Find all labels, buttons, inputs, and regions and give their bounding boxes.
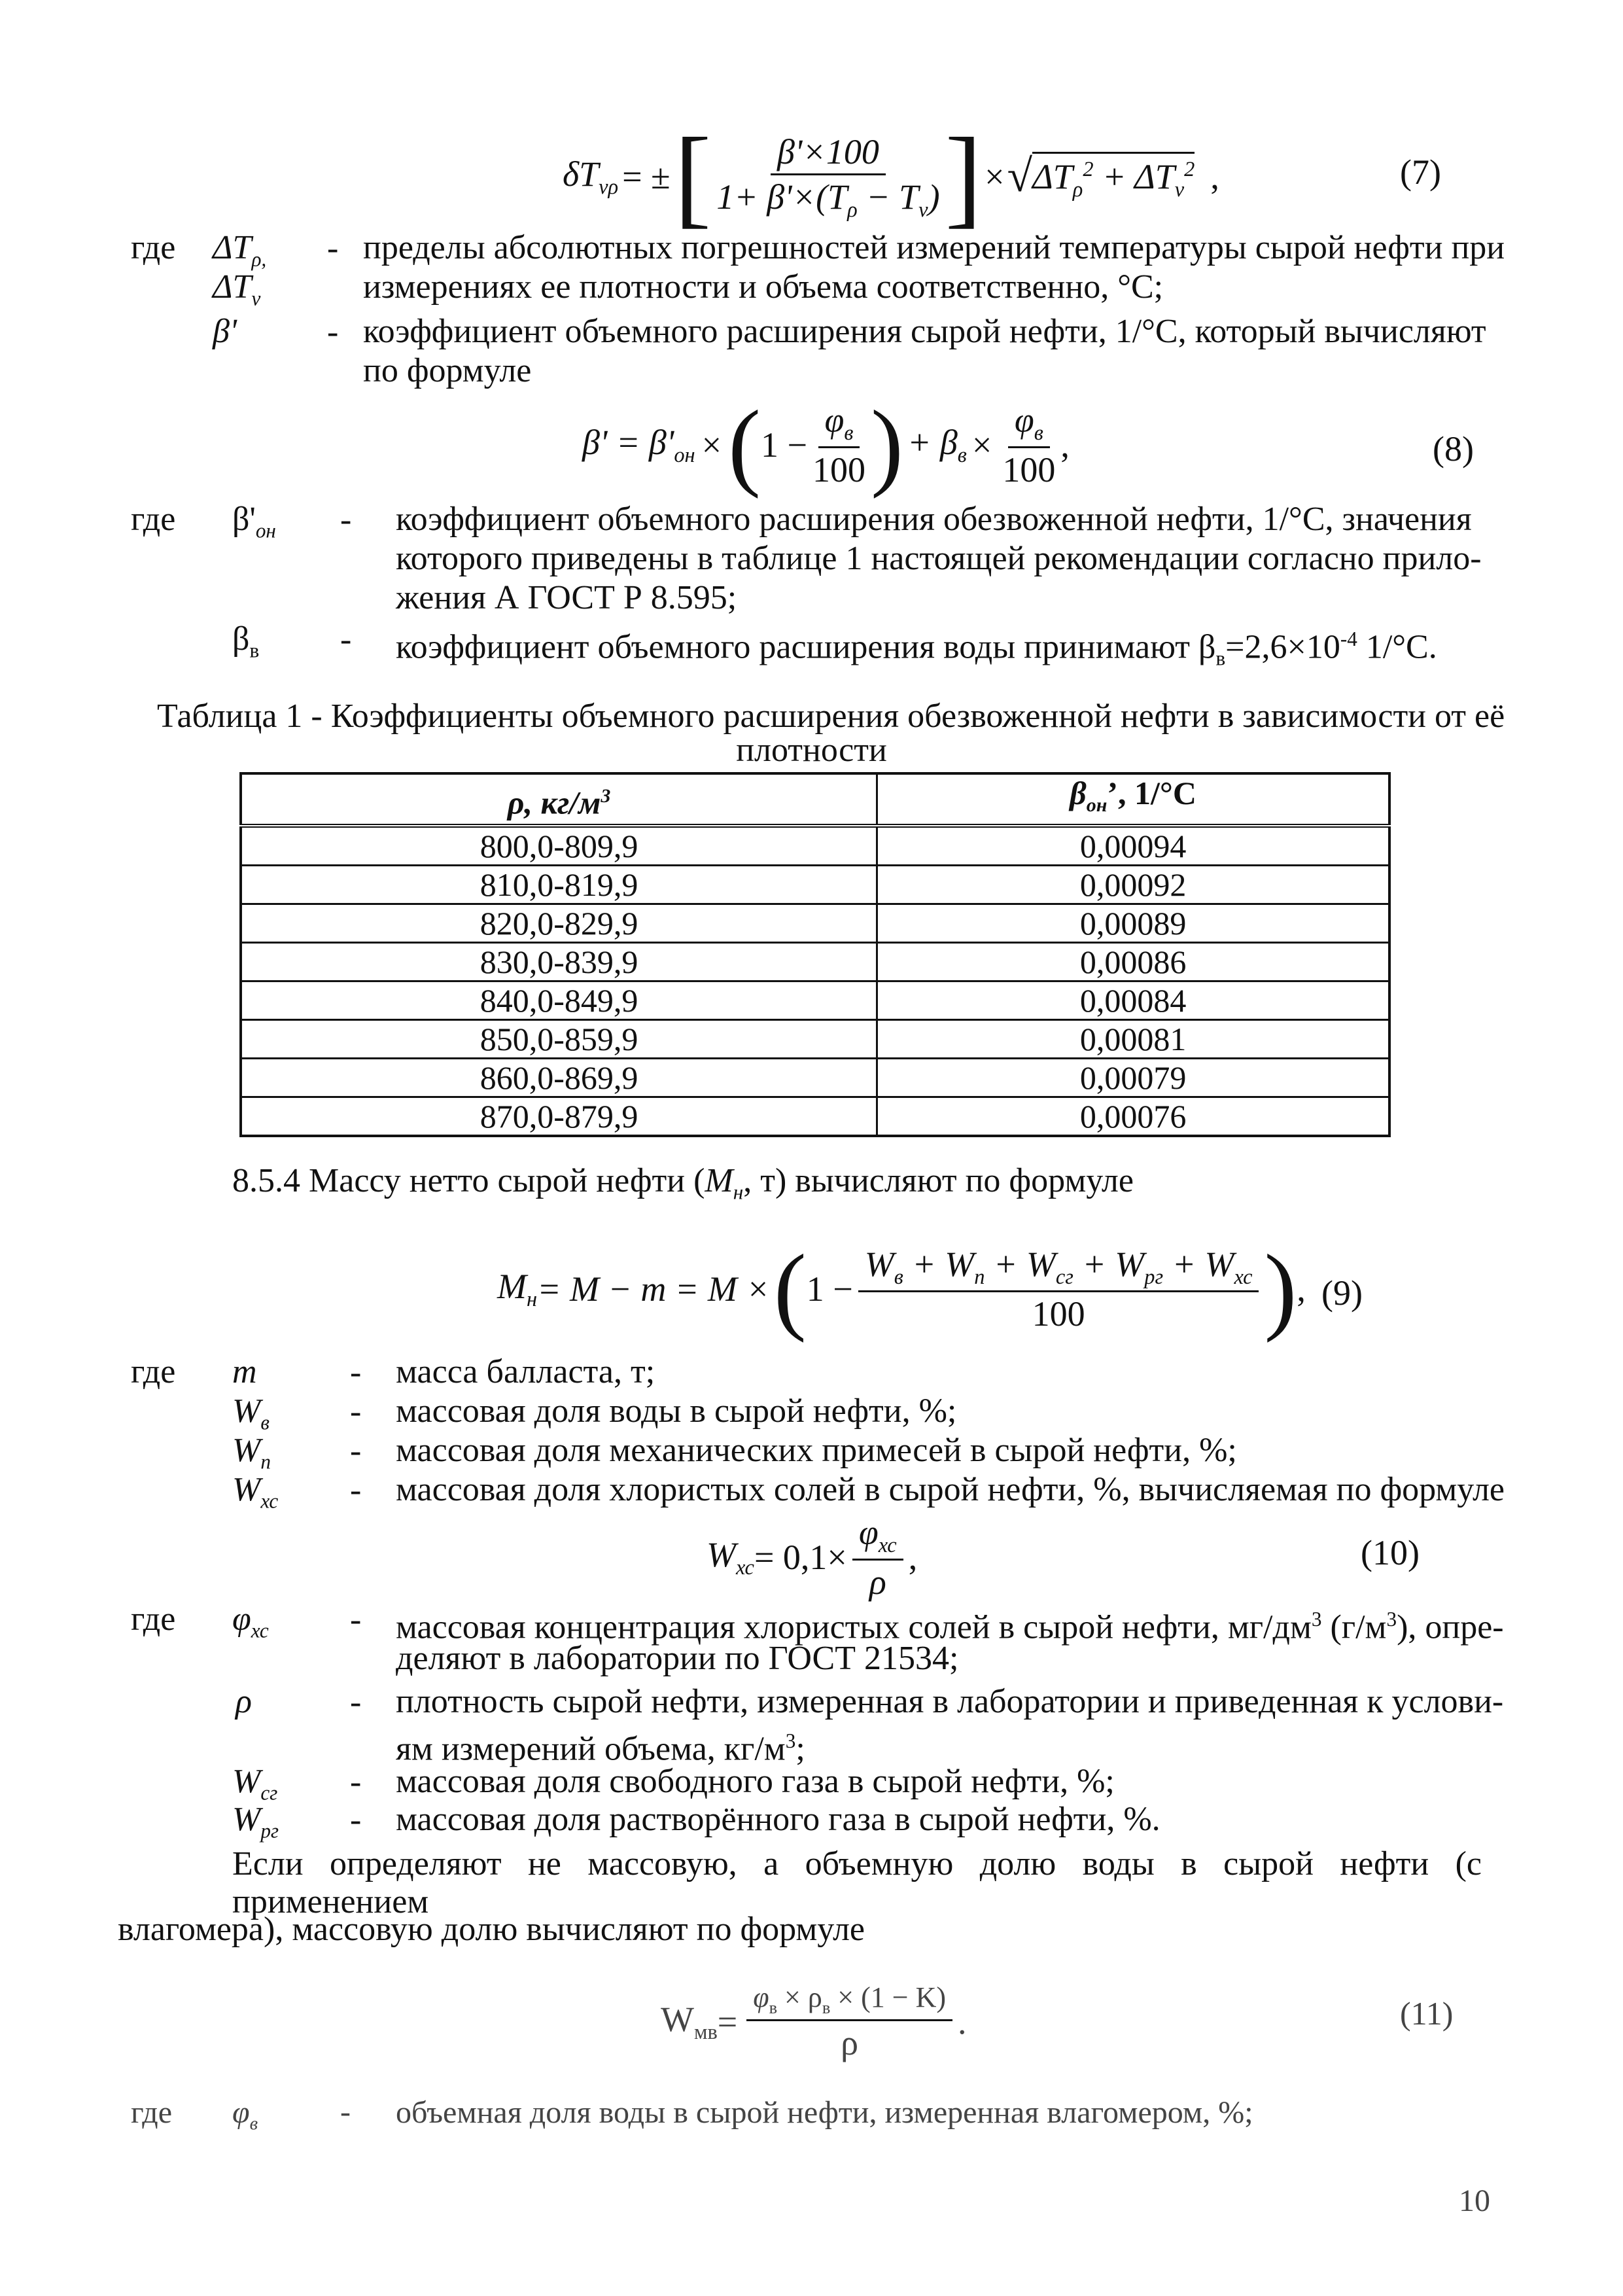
table-row bbox=[241, 1020, 1389, 1059]
table-row bbox=[241, 826, 1389, 866]
definition-text: массовая доля воды в сырой нефти, %; bbox=[396, 1392, 957, 1430]
beta-cell: 0,00094 bbox=[877, 826, 1389, 866]
definition-text: массовая доля свободного газа в сырой нефти, %; bbox=[396, 1763, 1115, 1800]
where-label: где bbox=[131, 1353, 176, 1390]
definition-text: массовая доля растворённого газа в сырой нефти, %. bbox=[396, 1801, 1161, 1838]
beta-cell: 0,00089 bbox=[877, 904, 1389, 943]
density-cell: 870,0-879,9 bbox=[241, 1097, 877, 1137]
formula-11: $W_{мв}$ = $\frac{\varphi_в \times \rho_в \times (1 - K)}{\rho}$ . bbox=[661, 1981, 967, 2062]
definition-text: объемная доля воды в сырой нефти, измеренная влагомером, %; bbox=[396, 2095, 1253, 2130]
table-header-row bbox=[241, 773, 1389, 826]
fraction: $\frac{W_в + W_п + W_{сг} + W_{рг} + W_{хс}}{100}$ bbox=[858, 1244, 1259, 1335]
right-bracket: ] bbox=[945, 115, 983, 238]
where-label: где bbox=[131, 229, 176, 266]
definition-text: коэффициент объемного расширения воды принимают $\beta_в=2,6\times 10^{-4}$ 1/°C. bbox=[396, 627, 1437, 670]
symbol-delta-t-rho: $\Delta T_{\rho,}$ bbox=[213, 229, 267, 271]
beta-cell: 0,00076 bbox=[877, 1097, 1389, 1137]
formula-7-lhs: $\delta T_{v\rho}$ bbox=[563, 154, 619, 199]
definition-text: жения А ГОСТ Р 8.595; bbox=[396, 579, 737, 616]
dash: - bbox=[350, 1354, 362, 1391]
fraction: $\frac{\varphi_в \times \rho_в \times (1 - K)}{\rho}$ bbox=[746, 1981, 952, 2063]
formula-10: $W_{хс}$ = 0,1× $\frac{\varphi_{хс}}{\rho}$ , bbox=[707, 1512, 918, 1602]
density-cell: 860,0-869,9 bbox=[241, 1059, 877, 1097]
density-cell: 800,0-809,9 bbox=[241, 826, 877, 866]
definition-text: массовая концентрация хлористых солей в сырой нефти, $мг/дм^3$ $(г/м^3)$, опре- bbox=[396, 1608, 1504, 1646]
section-heading: 8.5.4 Массу нетто сырой нефти ($M_н$, т) вычисляют по формуле bbox=[232, 1162, 1134, 1204]
symbol-beta-prime: β' bbox=[213, 313, 237, 350]
table-row bbox=[241, 943, 1389, 981]
symbol-delta-t-v: $\Delta T_v$ bbox=[213, 268, 261, 310]
symbol-rho: ρ bbox=[236, 1683, 252, 1720]
definition-text: коэффициент объемного расширения обезвоженной нефти, 1/°C, значения bbox=[396, 501, 1472, 538]
coefficient-table bbox=[239, 772, 1391, 1137]
where-label: где bbox=[131, 501, 176, 538]
definition-text: которого приведены в таблице 1 настоящей рекомендации согласно прило- bbox=[396, 540, 1482, 577]
definition-text: коэффициент объемного расширения сырой нефти, 1/°C, который вычисляют bbox=[363, 313, 1486, 350]
dash: - bbox=[350, 1684, 362, 1721]
column-header-density: ρ, $кг/м^3$ bbox=[241, 773, 877, 826]
table-row bbox=[241, 904, 1389, 943]
definition-text: пределы абсолютных погрешностей измерений температуры сырой нефти при bbox=[363, 229, 1505, 266]
table-row bbox=[241, 1059, 1389, 1097]
formula-7: $\delta T_{v\rho}$ = ± [ $\frac{\beta'\times 100}{1+ \beta'\times(T_\rho - T_v)}$ ] × √ $\Delta T_\rho^2 + \Delta T_v^2$ , bbox=[563, 115, 1219, 238]
symbol-w-v: $W_в$ bbox=[232, 1392, 270, 1434]
fraction: $\frac{\varphi_{хс}}{\rho}$ bbox=[852, 1512, 903, 1603]
definition-text: масса балласта, т; bbox=[396, 1353, 655, 1390]
symbol-w-xs: $W_{хс}$ bbox=[232, 1471, 279, 1513]
definition-text: массовая доля хлористых солей в сырой нефти, %, вычисляемая по формуле bbox=[396, 1471, 1505, 1508]
symbol-m: m bbox=[232, 1353, 257, 1390]
dash: - bbox=[340, 501, 352, 539]
equation-number-9: (9) bbox=[1321, 1273, 1363, 1313]
column-header-beta: $\beta_{он}$’, 1/°C bbox=[877, 773, 1389, 826]
dash: - bbox=[340, 621, 352, 658]
left-bracket: [ bbox=[674, 115, 712, 238]
beta-cell: 0,00084 bbox=[877, 981, 1389, 1020]
symbol-beta-v: $\beta_в$ bbox=[232, 620, 260, 662]
sqrt-icon: √ bbox=[1007, 151, 1033, 202]
definition-text: измерениях ее плотности и объема соответственно, °C; bbox=[363, 268, 1164, 306]
dash: - bbox=[350, 1763, 362, 1801]
beta-cell: 0,00086 bbox=[877, 943, 1389, 981]
page-number: 10 bbox=[1459, 2183, 1490, 2218]
equation-number-10: (10) bbox=[1361, 1533, 1420, 1572]
density-cell: 830,0-839,9 bbox=[241, 943, 877, 981]
symbol-w-p: $W_п$ bbox=[232, 1432, 271, 1474]
equation-number-7: (7) bbox=[1400, 152, 1441, 192]
times-sign: × bbox=[985, 157, 1005, 196]
dash: - bbox=[327, 313, 339, 351]
table-caption: Таблица 1 - Коэффициенты объемного расширения обезвоженной нефти в зависимости от её bbox=[157, 698, 1505, 735]
table-caption: плотности bbox=[736, 732, 887, 769]
left-paren: ( bbox=[728, 391, 761, 499]
dash: - bbox=[340, 2094, 351, 2129]
definition-text: массовая доля механических примесей в сырой нефти, %; bbox=[396, 1432, 1237, 1469]
definition-text: ям измерений объема, $кг/м^3$; bbox=[396, 1729, 805, 1768]
dash: - bbox=[350, 1601, 362, 1638]
dash: - bbox=[350, 1393, 362, 1430]
fraction: $\frac{\varphi_в}{100}$ bbox=[812, 400, 865, 490]
paragraph: влагомера), массовую долю вычисляют по формуле bbox=[118, 1911, 865, 1948]
symbol-w-rg: $W_{рг}$ bbox=[232, 1801, 279, 1843]
formula-7-sqrt-body: $\Delta T_\rho^2 + \Delta T_v^2$ bbox=[1032, 152, 1195, 202]
dash: - bbox=[350, 1432, 362, 1470]
table-row bbox=[241, 866, 1389, 904]
table-row bbox=[241, 981, 1389, 1020]
dash: - bbox=[350, 1801, 362, 1839]
definition-text: деляют в лаборатории по ГОСТ 21534; bbox=[396, 1640, 959, 1677]
dash: - bbox=[350, 1472, 362, 1509]
formula-7-fraction: $\frac{\beta'\times 100}{1+ \beta'\times(T_\rho - T_v)}$ bbox=[716, 132, 940, 222]
beta-cell: 0,00081 bbox=[877, 1020, 1389, 1059]
symbol-phi-v: $\varphi_в$ bbox=[232, 2095, 258, 2134]
right-paren: ) bbox=[1264, 1235, 1297, 1343]
symbol-phi-xs: $\varphi_{хс}$ bbox=[232, 1600, 269, 1642]
definition-text: по формуле bbox=[363, 352, 532, 389]
density-cell: 810,0-819,9 bbox=[241, 866, 877, 904]
density-cell: 840,0-849,9 bbox=[241, 981, 877, 1020]
definition-text: плотность сырой нефти, измеренная в лаборатории и приведенная к услови- bbox=[396, 1683, 1504, 1720]
formula-7-sign: = ± bbox=[622, 157, 671, 196]
right-paren: ) bbox=[870, 391, 903, 499]
beta-cell: 0,00079 bbox=[877, 1059, 1389, 1097]
fraction: $\frac{\varphi_в}{100}$ bbox=[1002, 400, 1056, 490]
equation-number-8: (8) bbox=[1433, 429, 1474, 468]
where-label: где bbox=[131, 1600, 176, 1638]
equation-number-11: (11) bbox=[1400, 1995, 1454, 2032]
where-label: где bbox=[131, 2095, 173, 2130]
formula-9: $M_н$ = M − m = M × ( 1 − $\frac{W_в + W_п + W_{сг} + W_{рг} + W_{хс}}{100}$ ) , bbox=[497, 1235, 1306, 1343]
symbol-w-sg: $W_{сг}$ bbox=[232, 1763, 278, 1805]
beta-cell: 0,00092 bbox=[877, 866, 1389, 904]
dash: - bbox=[327, 230, 339, 267]
formula-8: $\beta' = \beta'_{он}$ × ( 1 − $\frac{\varphi_в}{100}$ ) + $\beta_в$ × $\frac{\varphi_в}{100}$ , bbox=[582, 391, 1070, 499]
table-row bbox=[241, 1097, 1389, 1137]
left-paren: ( bbox=[773, 1235, 807, 1343]
symbol-beta-on: $\beta'_{он}$ bbox=[232, 501, 276, 542]
paragraph: Если определяют не массовую, а объемную долю воды в сырой нефти (с применением bbox=[232, 1845, 1482, 1920]
density-cell: 850,0-859,9 bbox=[241, 1020, 877, 1059]
density-cell: 820,0-829,9 bbox=[241, 904, 877, 943]
